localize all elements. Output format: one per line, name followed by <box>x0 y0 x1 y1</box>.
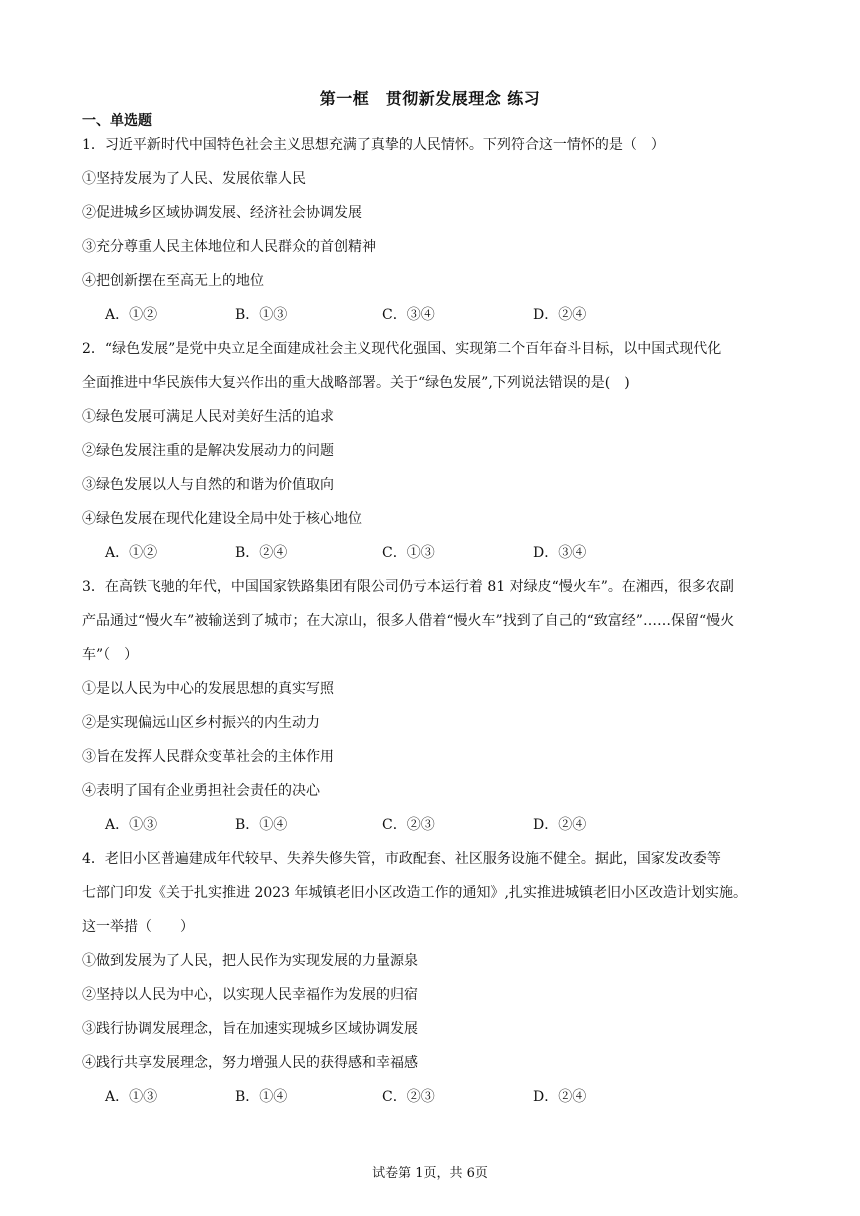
page-footer: 试卷第 1页，共 6页 <box>372 1166 488 1181</box>
question-1-choices <box>105 306 705 324</box>
question-1-choice-c[interactable]: C．③④ <box>382 307 435 323</box>
question-3-stem-line-2: 产品通过“慢火车”被输送到了城市；在大凉山，很多人借着“慢火车”找到了自己的“致富经”……保留“慢火 <box>82 613 735 629</box>
question-3-choice-a[interactable]: A．①③ <box>105 817 158 833</box>
question-4-option-2: ②坚持以人民为中心，以实现人民幸福作为发展的归宿 <box>82 987 418 1003</box>
question-4-stem-line-3: 这一举措（ ） <box>82 919 194 935</box>
question-4-option-3: ③践行协调发展理念，旨在加速实现城乡区域协调发展 <box>82 1021 418 1037</box>
question-3-choice-c[interactable]: C．②③ <box>382 817 435 833</box>
question-4-choice-c[interactable]: C．②③ <box>382 1089 435 1105</box>
question-3-choices <box>105 816 705 834</box>
question-1-choice-b[interactable]: B．①③ <box>235 307 288 323</box>
question-1-option-1: ①坚持发展为了人民、发展依靠人民 <box>82 171 306 187</box>
question-3-choice-d[interactable]: D．②④ <box>533 817 587 833</box>
question-3-option-4: ④表明了国有企业勇担社会责任的决心 <box>82 783 320 799</box>
question-2-stem-line-2: 全面推进中华民族伟大复兴作出的重大战略部署。关于“绿色发展”,下列说法错误的是( ) <box>82 375 630 391</box>
question-1-option-4: ④把创新摆在至高无上的地位 <box>82 273 264 289</box>
question-2-stem-line-1: 2．“绿色发展”是党中央立足全面建成社会主义现代化强国、实现第二个百年奋斗目标，以中国式现代化 <box>82 341 722 357</box>
question-1-option-2: ②促进城乡区域协调发展、经济社会协调发展 <box>82 205 362 221</box>
question-2-choice-c[interactable]: C．①③ <box>382 545 435 561</box>
question-4-stem-line-1: 4．老旧小区普遍建成年代较早、失养失修失管，市政配套、社区服务设施不健全。据此，国家发改委等 <box>82 851 721 867</box>
question-3-option-2: ②是实现偏远山区乡村振兴的内生动力 <box>82 715 320 731</box>
question-4-choice-a[interactable]: A．①③ <box>105 1089 158 1105</box>
question-1-choice-d[interactable]: D．②④ <box>533 307 587 323</box>
question-3-stem-line-3: 车”（ ） <box>82 647 139 663</box>
question-4-choice-d[interactable]: D．②④ <box>533 1089 587 1105</box>
question-2-choice-d[interactable]: D．③④ <box>533 545 587 561</box>
question-2-option-4: ④绿色发展在现代化建设全局中处于核心地位 <box>82 511 362 527</box>
question-2-option-1: ①绿色发展可满足人民对美好生活的追求 <box>82 409 334 425</box>
question-4-option-4: ④践行共享发展理念，努力增强人民的获得感和幸福感 <box>82 1055 418 1071</box>
question-3-option-3: ③旨在发挥人民群众变革社会的主体作用 <box>82 749 334 765</box>
question-1-choice-a[interactable]: A．①② <box>105 307 158 323</box>
section-heading: 一、单选题 <box>82 113 152 129</box>
question-3-choice-b[interactable]: B．①④ <box>235 817 288 833</box>
question-3-stem-line-1: 3．在高铁飞驰的年代，中国国家铁路集团有限公司仍亏本运行着 81 对绿皮“慢火车”。在湘西，很多农副 <box>82 579 734 595</box>
question-1-option-3: ③充分尊重人民主体地位和人民群众的首创精神 <box>82 239 376 255</box>
question-4-choice-b[interactable]: B．①④ <box>235 1089 288 1105</box>
question-2-choice-b[interactable]: B．②④ <box>235 545 288 561</box>
question-4-stem-line-2: 七部门印发《关于扎实推进 2023 年城镇老旧小区改造工作的通知》,扎实推进城镇老旧小区改造计划实施。 <box>82 885 747 901</box>
question-3-option-1: ①是以人民为中心的发展思想的真实写照 <box>82 681 334 697</box>
question-1-stem: 1．习近平新时代中国特色社会主义思想充满了真挚的人民情怀。下列符合这一情怀的是（ ） <box>82 137 665 153</box>
question-2-option-2: ②绿色发展注重的是解决发展动力的问题 <box>82 443 334 459</box>
question-2-choices <box>105 544 705 562</box>
question-2-choice-a[interactable]: A．①② <box>105 545 158 561</box>
question-4-option-1: ①做到发展为了人民，把人民作为实现发展的力量源泉 <box>82 953 418 969</box>
question-2-option-3: ③绿色发展以人与自然的和谐为价值取向 <box>82 477 334 493</box>
question-4-choices <box>105 1088 705 1106</box>
page-title: 第一框 贯彻新发展理念 练习 <box>319 89 541 108</box>
